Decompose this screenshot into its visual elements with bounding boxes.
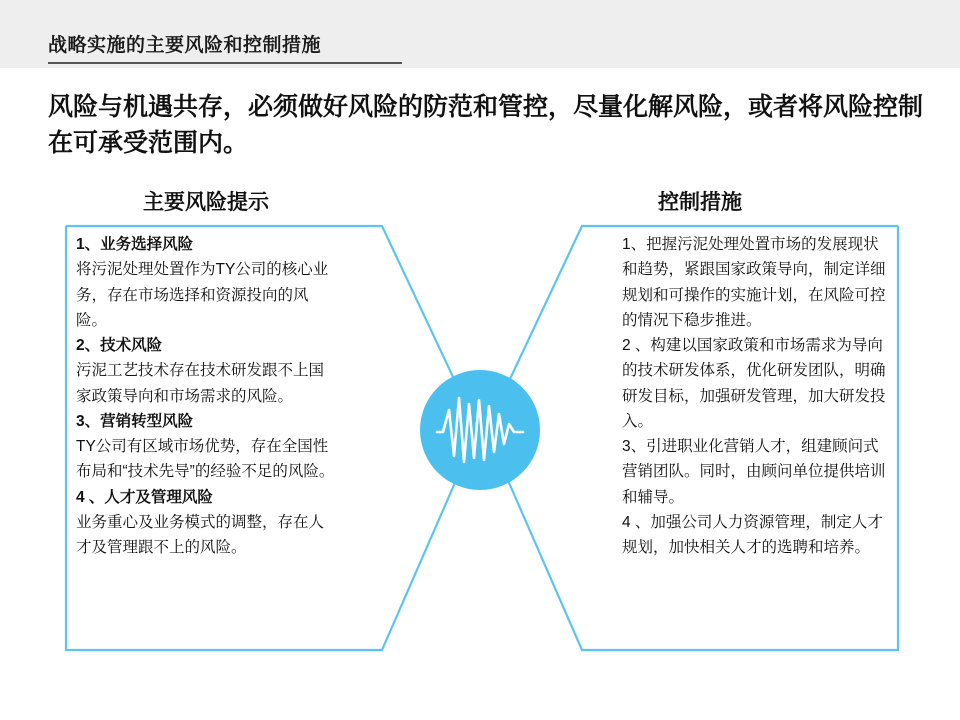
right-column-body	[622, 232, 890, 560]
risk-item-text-3: TY公司有区域市场优势，存在全国性布局和“技术先导”的经验不足的风险。	[76, 438, 335, 481]
lead-paragraph: 风险与机遇共存，必须做好风险的防范和管控，尽量化解风险，或者将风险控制在可承受范围内。	[48, 93, 924, 157]
risk-item-title-3: 3、营销转型风险	[76, 412, 194, 430]
risk-item-title-1: 1、业务选择风险	[76, 236, 194, 253]
risk-item-title-2: 2、技术风险	[76, 337, 163, 354]
risk-item-text-1: 将污泥处理处置作为TY公司的核心业务，存在市场选择和资源投向的风险。	[76, 261, 329, 329]
left-column-body	[76, 232, 336, 560]
right-column-heading: 控制措施	[658, 191, 742, 214]
control-measure-2: 2 、构建以国家政策和市场需求为导向的技术研发体系，优化研发团队，明确研发目标，加强研发管理，加大研发投入。	[622, 337, 886, 430]
left-column-heading: 主要风险提示	[143, 191, 269, 214]
risk-item-title-4: 4 、人才及管理风险	[76, 488, 213, 506]
title-underline	[48, 62, 402, 64]
page-title: 战略实施的主要风险和控制措施	[48, 35, 322, 56]
center-circle	[420, 370, 540, 490]
waveform-pulse-icon	[437, 398, 523, 462]
risk-item-text-4: 业务重心及业务模式的调整，存在人才及管理跟不上的风险。	[76, 513, 325, 556]
risk-item-text-2: 污泥工艺技术存在技术研发跟不上国家政策导向和市场需求的风险。	[76, 362, 325, 405]
control-measure-4: 4 、加强公司人力资源管理，制定人才规划，加快相关人才的选聘和培养。	[622, 513, 883, 556]
control-measure-3: 3、引进职业化营销人才，组建顾问式营销团队。同时，由顾问单位提供培训和辅导。	[622, 438, 886, 506]
control-measure-1: 1、把握污泥处理处置市场的发展现状和趋势，紧跟国家政策导向，制定详细规划和可操作的实施计划，在风险可控的情况下稳步推进。	[622, 236, 886, 329]
